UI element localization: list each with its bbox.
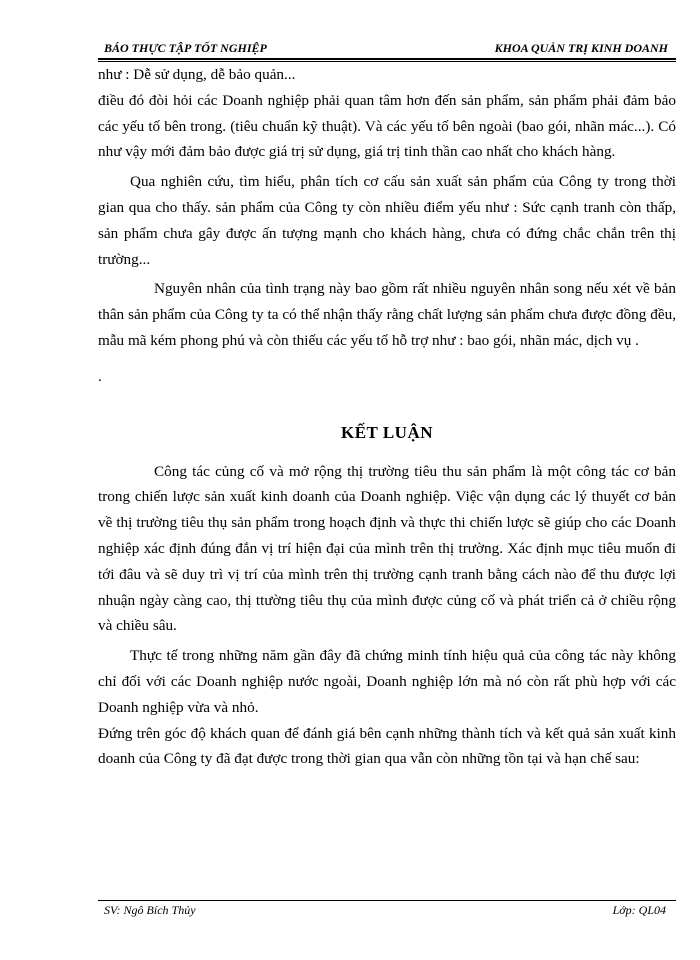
footer-class: Lớp: QL04: [612, 903, 666, 917]
paragraph-1: như : Dễ sử dụng, dễ bảo quản...: [98, 66, 296, 83]
page-header: [98, 39, 676, 57]
paragraph-3: Qua nghiên cứu, tìm hiểu, phân tích cơ cấu sản xuất sản phẩm của Công ty trong thời gian qua cho thấy. sản phẩm của Công ty còn nhiều điểm yếu như : Sức cạnh tranh còn thấp, sản phẩm chưa gây được ấn tượng mạnh cho khách hàng, chưa có đứng chắc chắn trên thị trường...: [98, 173, 676, 268]
header-faculty: KHOA QUẢN TRỊ KINH DOANH: [494, 41, 668, 55]
footer-student: SV: Ngô Bích Thủy: [104, 903, 196, 917]
paragraph-6: Thực tế trong những năm gần đây đã chứng minh tính hiệu quả của công tác này không chỉ đối với các Doanh nghiệp nước ngoài, Doanh nghiệp lớn mà nó còn rất phù hợp với các Doanh nghiệp vừa và nhỏ.: [98, 647, 676, 716]
paragraph-5: Công tác củng cố và mở rộng thị trường tiêu thu sản phẩm là một công tác cơ bản trong chiến lược sản xuất kinh doanh của Doanh nghiệp. Việc vận dụng các lý thuyết cơ bản về thị trường tiêu thụ sản phẩm trong hoạch định và thực thi chiến lược sẽ giúp cho các Doanh nghiệp xác định đúng đắn vị trí hiện đại của mình trên thị trường. Xác định mục tiêu muốn đi tới đâu và sẽ duy trì vị trí của mình trên thị trường cạnh tranh bằng cách nào để thu được lợi nhuận ngày càng cao, thị ttường tiêu thụ của mình được củng cố và phát triển cả ở chiều rộng và chiều sâu.: [98, 462, 676, 635]
page-body: [98, 62, 676, 772]
paragraph-4: Nguyên nhân của tình trạng này bao gồm rất nhiều nguyên nhân song nếu xét về bản thân sản phẩm của Công ty ta có thể nhận thấy rằng chất lượng sản phẩm chưa được đồng đều, mẫu mã kém phong phú và còn thiếu các yếu tố hỗ trợ như : bao gói, nhãn mác, dịch vụ .: [98, 280, 676, 349]
paragraph-7: Đứng trên góc độ khách quan để đánh giá bên cạnh những thành tích và kết quả sản xuất kinh doanh của Công ty đã đạt được trong thời gian qua vẫn còn những tồn tại và hạn chế sau:: [98, 724, 676, 768]
stray-period: .: [98, 367, 102, 385]
section-title: KẾT LUẬN: [340, 422, 433, 442]
page-footer: [98, 901, 676, 919]
header-rule-thick: [98, 58, 676, 60]
paragraph-2: điều đó đòi hỏi các Doanh nghiệp phải quan tâm hơn đến sản phẩm, sản phẩm phải đảm bảo các yếu tố bên trong. (tiêu chuẩn kỹ thuật). Và các yếu tố bên ngoài (bao gói, nhãn mác...). Có như vậy mới đảm bảo được giá trị sử dụng, giá trị tinh thần cao nhất cho khách hàng.: [98, 91, 676, 161]
header-report-title: BÁO THỰC TẬP TỐT NGHIỆP: [104, 41, 267, 55]
